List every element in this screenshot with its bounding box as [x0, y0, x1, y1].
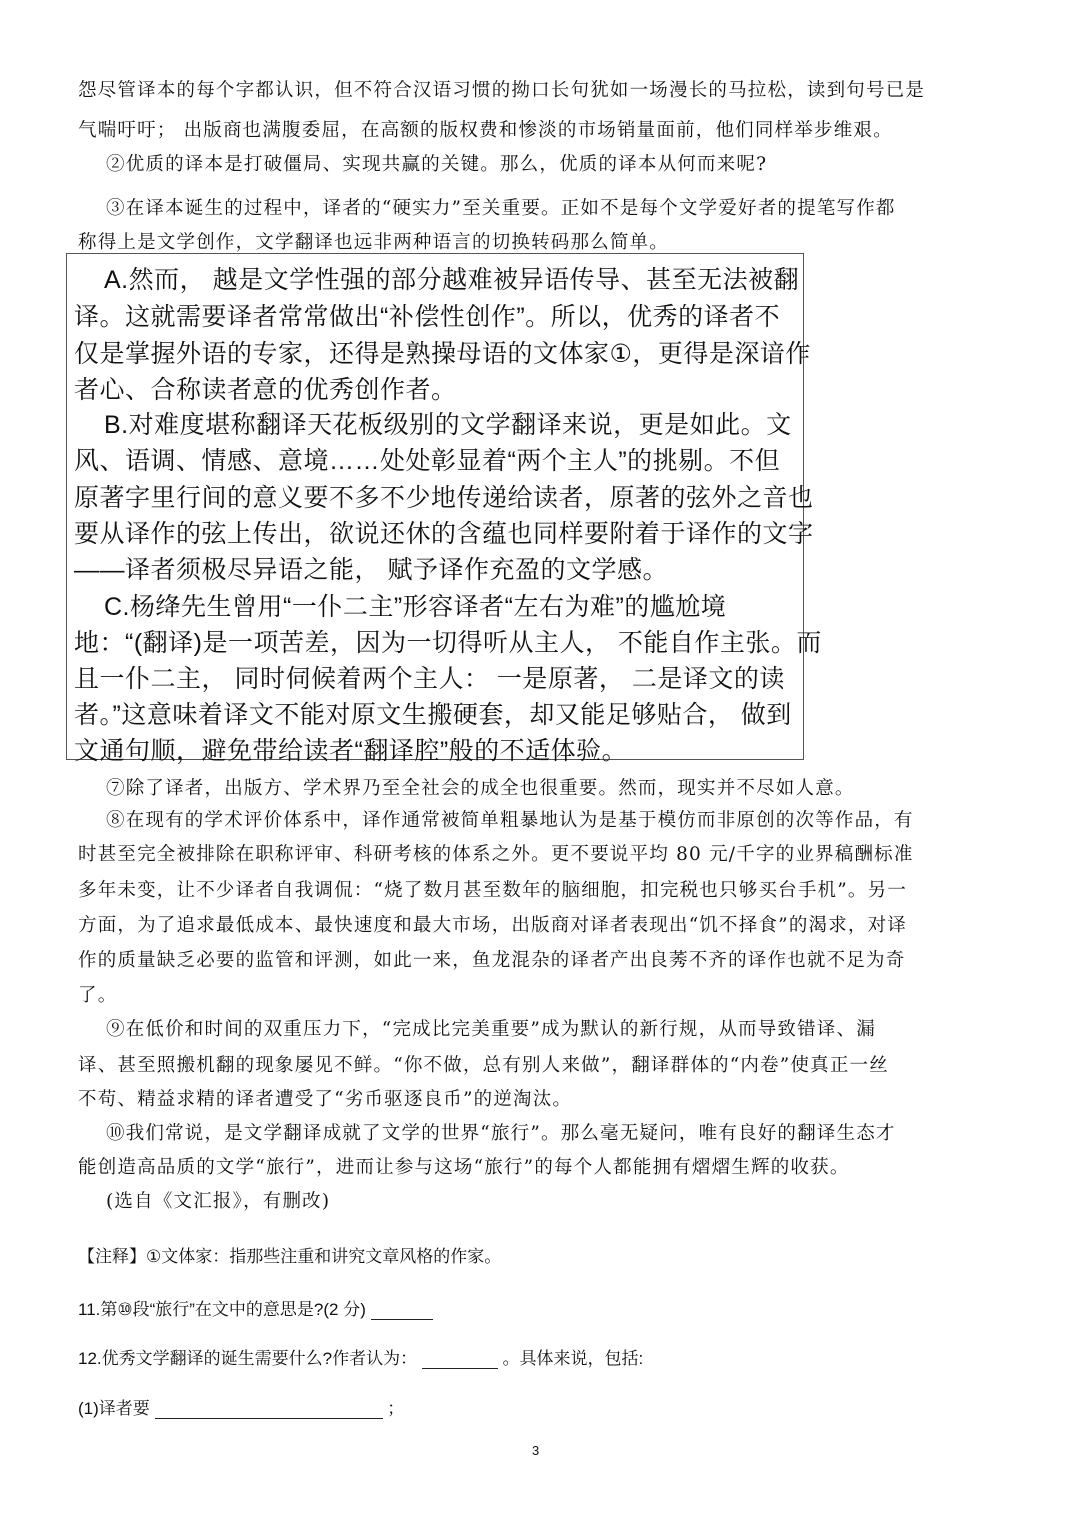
box-a-line-2: 译。这就需要译者常常做出“补偿性创作”。所以，优秀的译者不 — [74, 303, 781, 331]
paragraph-1-line-1: 怨尽管译本的每个字都认识，但不符合汉语习惯的拗口长句犹如一场漫长的马拉松，读到句号已是 — [78, 80, 926, 101]
paragraph-3-line-1: ③在译本诞生的过程中，译者的“硬实力”至关重要。正如不是每个文学爱好者的提笔写作都 — [106, 198, 896, 219]
question-12 — [78, 1344, 643, 1369]
answer-blank-12-1[interactable] — [155, 1400, 383, 1419]
paragraph-9-line-1: ⑨在低价和时间的双重压力下，“完成比完美重要”成为默认的新行规，从而导致错译、漏 — [106, 1019, 876, 1040]
box-c-line-1: C.杨绛先生曾用“一仆二主”形容译者“左右为难”的尴尬境 — [104, 593, 727, 621]
question-12-1 — [78, 1394, 404, 1419]
box-b-line-1: B.对难度堪称翻译天花板级别的文学翻译来说，更是如此。文 — [104, 411, 792, 439]
paragraph-10-line-2: 能创造高品质的文学“旅行”，进而让参与这场“旅行”的每个人都能拥有熠熠生辉的收获。 — [78, 1157, 850, 1178]
page-number: 3 — [532, 1443, 540, 1458]
box-c-line-3: 且一仆二主， 同时伺候着两个主人： 一是原著， 二是译文的读 — [74, 665, 785, 693]
paragraph-2: ②优质的译本是打破僵局、实现共赢的关键。那么，优质的译本从何而来呢? — [106, 154, 768, 175]
answer-blank-11[interactable] — [371, 1301, 433, 1320]
question-12-1-text: (1)译者要 — [78, 1399, 150, 1418]
box-a-line-1: A.然而， 越是文学性强的部分越难被异语传导、甚至无法被翻 — [104, 266, 800, 294]
annotation-note: 【注释】①文体家：指那些注重和讲究文章风格的作家。 — [78, 1247, 502, 1266]
paragraph-8-line-2: 时甚至完全被排除在职称评审、科研考核的体系之外。更不要说平均 80 元/千字的业界稿酬标准 — [78, 844, 914, 865]
question-12-text: 12.优秀文学翻译的诞生需要什么?作者认为： — [78, 1349, 418, 1368]
paragraph-10-line-1: ⑩我们常说，是文学翻译成就了文学的世界“旅行”。那么毫无疑问，唯有良好的翻译生态才 — [106, 1123, 896, 1144]
box-a-line-4: 者心、合称读者意的优秀创作者。 — [74, 376, 457, 404]
question-11 — [78, 1295, 433, 1320]
box-c-line-5: 文通句顺，避免带给读者“翻译腔”般的不适体验。 — [74, 737, 628, 765]
paragraph-8-line-3: 多年未变，让不少译者自我调侃：“烧了数月甚至数年的脑细胞，扣完税也只够买台手机”。另一 — [78, 880, 908, 901]
paragraph-9-line-3: 不苟、精益求精的译者遭受了“劣币驱逐良币”的逆淘汰。 — [78, 1089, 573, 1110]
paragraph-8-line-1: ⑧在现有的学术评价体系中，译作通常被简单粗暴地认为是基于模仿而非原创的次等作品，有 — [106, 810, 914, 831]
box-c-line-4: 者。”这意味着译文不能对原文生搬硬套，却又能足够贴合， 做到 — [74, 701, 792, 729]
paragraph-8-line-6: 了。 — [78, 985, 118, 1006]
box-b-line-3: 原著字里行间的意义要不多不少地传递给读者，原著的弦外之音也 — [74, 484, 814, 512]
paragraph-8-line-4: 方面，为了追求最低成本、最快速度和最大市场，出版商对译者表现出“饥不择食”的渴求，对译 — [78, 915, 908, 936]
box-c-line-2: 地：“(翻译)是一项苦差，因为一切得听从主人， 不能自作主张。而 — [74, 629, 822, 657]
paragraph-8-line-5: 作的质量缺乏必要的监管和评测，如此一来，鱼龙混杂的译者产出良莠不齐的译作也就不足为奇 — [78, 950, 906, 971]
question-12-text-end: 。具体来说，包括: — [502, 1349, 644, 1368]
box-b-line-5: ——译者须极尽异语之能， 赋予译作充盈的文学感。 — [74, 556, 668, 584]
box-b-line-4: 要从译作的弦上传出，欲说还休的含蕴也同样要附着于译作的文字 — [74, 520, 814, 548]
paragraph-9-line-2: 译、甚至照搬机翻的现象屡见不鲜。“你不做，总有别人来做”，翻译群体的“内卷”使真正一丝 — [78, 1055, 889, 1076]
source-citation: (选自《文汇报》，有删改) — [106, 1191, 331, 1212]
question-12-1-end: ； — [387, 1399, 405, 1418]
answer-blank-12[interactable] — [422, 1350, 498, 1369]
box-b-line-2: 风、语调、情感、意境……处处彰显着“两个主人”的挑剔。不但 — [74, 447, 781, 475]
paragraph-7: ⑦除了译者，出版方、学术界乃至全社会的成全也很重要。然而，现实并不尽如人意。 — [106, 778, 855, 799]
question-11-text: 11.第⑩段“旅行”在文中的意思是?(2 分) — [78, 1300, 366, 1319]
box-a-line-3: 仅是掌握外语的专家，还得是熟操母语的文体家①，更得是深谙作 — [74, 340, 811, 368]
paragraph-1-line-2: 气喘吁吁； 出版商也满腹委屈，在高额的版权费和惨淡的市场销量面前，他们同样举步维艰。 — [78, 120, 893, 141]
paragraph-3-line-2: 称得上是文学创作，文学翻译也远非两种语言的切换转码那么简单。 — [78, 232, 670, 253]
